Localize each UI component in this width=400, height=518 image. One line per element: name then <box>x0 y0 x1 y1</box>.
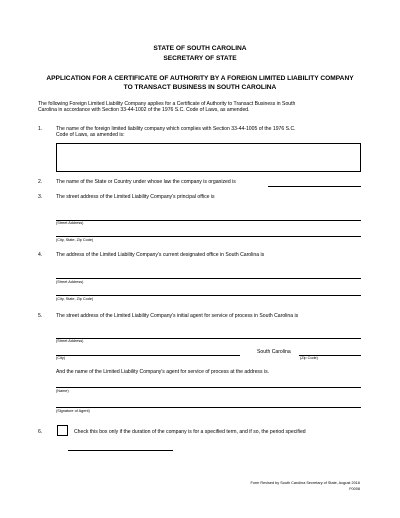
item4-street-label: (Street Address) <box>56 280 84 284</box>
item3-street-label: (Street Address) <box>56 221 84 225</box>
item5-zip-label: (Zip Code) <box>300 356 318 360</box>
item3-street-line[interactable] <box>56 220 361 221</box>
duration-checkbox[interactable] <box>57 425 68 436</box>
item5-street-label: (Street Address) <box>56 339 84 343</box>
item5-number: 5. <box>38 313 43 319</box>
state-heading: STATE OF SOUTH CAROLINA <box>153 45 247 52</box>
intro-line1: The following Foreign Limited Liability Company applies for a Certificate of Authority to Transact Business in South <box>38 101 296 107</box>
item6-text: Check this box only if the duration of the company is for a specified term, and if so, the period specified <box>74 429 306 435</box>
item1-number: 1. <box>38 126 43 132</box>
form-title-line2: TO TRANSACT BUSINESS IN SOUTH CAROLINA <box>123 84 277 91</box>
item4-city-line[interactable] <box>56 295 361 296</box>
item1-line1: The name of the foreign limited liability company which complies with Section 33-44-1005 of the 1976 S.C. <box>56 126 296 132</box>
footer-form-code: F0008 <box>349 487 360 491</box>
item5-city-label: (City) <box>56 356 66 360</box>
agent-name-line[interactable] <box>56 387 361 388</box>
item5-street-line[interactable] <box>56 338 361 339</box>
item3-city-label: (City, State, Zip Code) <box>56 238 94 242</box>
intro-line2: Carolina in accordance with Section 33-44-1002 of the 1976 S.C. Code of Laws, as amended. <box>38 107 250 114</box>
item4-number: 4. <box>38 252 43 258</box>
state-country-line[interactable] <box>268 186 361 187</box>
item1-text <box>56 126 376 139</box>
item5-agent-text: And the name of the Limited Liability Company's agent for service of process at the address is. <box>56 369 270 375</box>
item2-text: The name of the State or Country under whose law the company is organized is <box>56 179 236 185</box>
item3-number: 3. <box>38 194 43 200</box>
item3-text: The street address of the Limited Liability Company's principal office is <box>56 194 215 200</box>
item1-line2: Code of Laws, as amended is: <box>56 132 125 139</box>
item4-street-line[interactable] <box>56 278 361 279</box>
item2-number: 2. <box>38 179 43 185</box>
company-name-box[interactable] <box>56 143 361 172</box>
duration-period-line[interactable] <box>68 450 173 451</box>
item5-text: The street address of the Limited Liability Company's initial agent for service of process in South Carolina is <box>56 313 299 319</box>
item6-number: 6. <box>38 429 43 435</box>
intro-text <box>38 101 378 114</box>
agent-signature-label: (Signature of Agent) <box>56 409 90 413</box>
agent-name-label: (Name) <box>56 389 69 393</box>
office-heading: SECRETARY OF STATE <box>163 55 237 62</box>
item4-city-label: (City, State, Zip Code) <box>56 297 94 301</box>
footer-revised: Form Revised by South Carolina Secretary of State, August 2016 <box>250 481 360 485</box>
item4-text: The address of the Limited Liability Company's current designated office in South Carolina is <box>56 252 265 258</box>
form-title-line1: APPLICATION FOR A CERTIFICATE OF AUTHORITY BY A FOREIGN LIMITED LIABILITY COMPANY <box>46 75 354 82</box>
item3-city-line[interactable] <box>56 236 361 237</box>
item5-city-line[interactable] <box>56 355 240 356</box>
agent-signature-line[interactable] <box>56 407 361 408</box>
item5-state-text: South Carolina <box>257 349 291 355</box>
